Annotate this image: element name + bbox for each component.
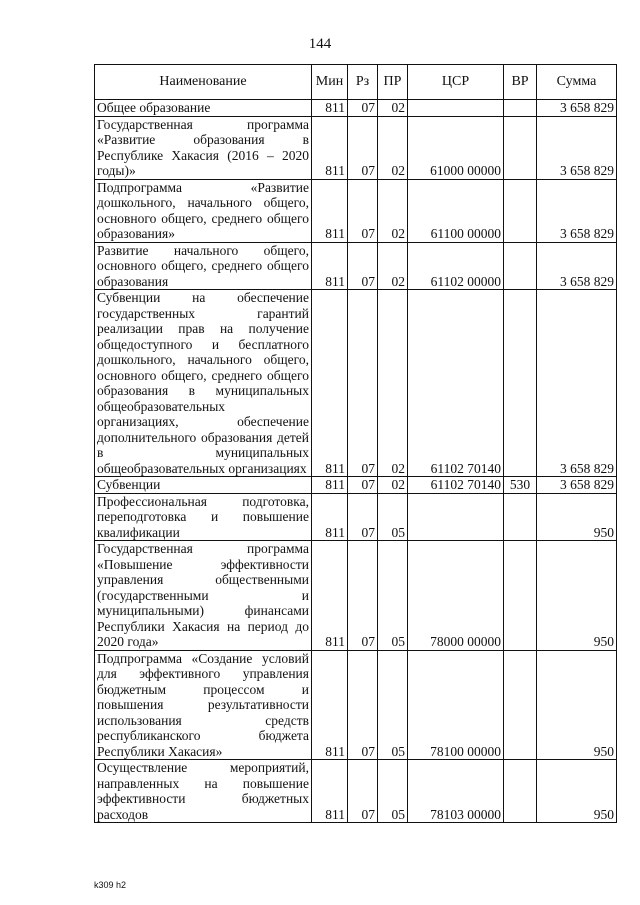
- row-pr: 05: [378, 650, 408, 760]
- row-pr: 02: [378, 100, 408, 117]
- table-row: [95, 493, 617, 541]
- column-header-min: Мин: [312, 65, 348, 100]
- row-pr: 02: [378, 477, 408, 494]
- row-rz: 07: [348, 242, 378, 290]
- row-sum: 3 658 829: [537, 116, 617, 179]
- row-pr: 02: [378, 179, 408, 242]
- row-pr: 05: [378, 493, 408, 541]
- row-vr: [504, 242, 537, 290]
- row-csr: 61000 00000: [408, 116, 504, 179]
- row-vr: [504, 179, 537, 242]
- column-header-csr: ЦСР: [408, 65, 504, 100]
- row-name: Подпрограмма «Развитие дошкольного, начального общего, основного общего, среднего общего образования»: [95, 179, 312, 242]
- row-min: 811: [312, 179, 348, 242]
- row-rz: 07: [348, 541, 378, 651]
- row-name: Общее образование: [95, 100, 312, 117]
- row-sum: 950: [537, 650, 617, 760]
- footer-code: k309 h2: [94, 880, 127, 890]
- table-header-row: [95, 65, 617, 100]
- row-vr: 530: [504, 477, 537, 494]
- row-vr: [504, 100, 537, 117]
- row-rz: 07: [348, 100, 378, 117]
- row-csr: [408, 100, 504, 117]
- column-header-sum: Сумма: [537, 65, 617, 100]
- row-sum: 3 658 829: [537, 290, 617, 477]
- row-csr: 61102 00000: [408, 242, 504, 290]
- row-rz: 07: [348, 290, 378, 477]
- table-row: [95, 290, 617, 477]
- row-pr: 05: [378, 760, 408, 823]
- row-min: 811: [312, 477, 348, 494]
- table-row: [95, 650, 617, 760]
- row-sum: 950: [537, 541, 617, 651]
- row-min: 811: [312, 541, 348, 651]
- row-rz: 07: [348, 493, 378, 541]
- row-rz: 07: [348, 650, 378, 760]
- table-row: [95, 541, 617, 651]
- table-row: [95, 477, 617, 494]
- row-rz: 07: [348, 179, 378, 242]
- row-vr: [504, 760, 537, 823]
- column-header-vr: ВР: [504, 65, 537, 100]
- table-row: [95, 760, 617, 823]
- page-number: 144: [308, 36, 332, 52]
- row-name: Субвенции на обеспечение государственных гарантий реализации прав на получение общедоступного и бесплатного дошкольного, начального общего, основного общего, среднего общего образования в муниципальных общеобразовательных организациях, обеспечение дополнительного образования детей в муниципальных общеобразовательных организациях: [95, 290, 312, 477]
- row-csr: 78100 00000: [408, 650, 504, 760]
- row-vr: [504, 290, 537, 477]
- row-vr: [504, 541, 537, 651]
- row-pr: 05: [378, 541, 408, 651]
- row-min: 811: [312, 100, 348, 117]
- row-min: 811: [312, 760, 348, 823]
- row-pr: 02: [378, 242, 408, 290]
- column-header-name: Наименование: [95, 65, 312, 100]
- row-min: 811: [312, 493, 348, 541]
- row-sum: 3 658 829: [537, 100, 617, 117]
- row-sum: 3 658 829: [537, 242, 617, 290]
- row-vr: [504, 116, 537, 179]
- row-csr: 61102 70140: [408, 477, 504, 494]
- row-rz: 07: [348, 760, 378, 823]
- table-row: [95, 100, 617, 117]
- row-vr: [504, 493, 537, 541]
- row-pr: 02: [378, 116, 408, 179]
- row-sum: 950: [537, 493, 617, 541]
- column-header-rz: Рз: [348, 65, 378, 100]
- column-header-pr: ПР: [378, 65, 408, 100]
- row-min: 811: [312, 116, 348, 179]
- row-name: Профессиональная подготовка, переподготовка и повышение квалификации: [95, 493, 312, 541]
- row-sum: 950: [537, 760, 617, 823]
- row-vr: [504, 650, 537, 760]
- table-row: [95, 116, 617, 179]
- row-csr: 61102 70140: [408, 290, 504, 477]
- row-pr: 02: [378, 290, 408, 477]
- row-name: Подпрограмма «Создание условий для эффективного управления бюджетным процессом и повышения результативности использования средств республиканского бюджета Республики Хакасия»: [95, 650, 312, 760]
- row-name: Субвенции: [95, 477, 312, 494]
- table-row: [95, 242, 617, 290]
- row-name: Государственная программа «Повышение эффективности управления общественными (государственными и муниципальными) финансами Республики Хакасия на период до 2020 года»: [95, 541, 312, 651]
- row-name: Государственная программа «Развитие образования в Республике Хакасия (2016 – 2020 годы)»: [95, 116, 312, 179]
- row-csr: 78000 00000: [408, 541, 504, 651]
- row-rz: 07: [348, 116, 378, 179]
- row-csr: 61100 00000: [408, 179, 504, 242]
- row-rz: 07: [348, 477, 378, 494]
- row-csr: [408, 493, 504, 541]
- row-min: 811: [312, 290, 348, 477]
- row-sum: 3 658 829: [537, 179, 617, 242]
- row-name: Осуществление мероприятий, направленных на повышение эффективности бюджетных расходов: [95, 760, 312, 823]
- row-csr: 78103 00000: [408, 760, 504, 823]
- row-sum: 3 658 829: [537, 477, 617, 494]
- row-min: 811: [312, 650, 348, 760]
- budget-table: [94, 64, 617, 823]
- row-name: Развитие начального общего, основного общего, среднего общего образования: [95, 242, 312, 290]
- row-min: 811: [312, 242, 348, 290]
- table-row: [95, 179, 617, 242]
